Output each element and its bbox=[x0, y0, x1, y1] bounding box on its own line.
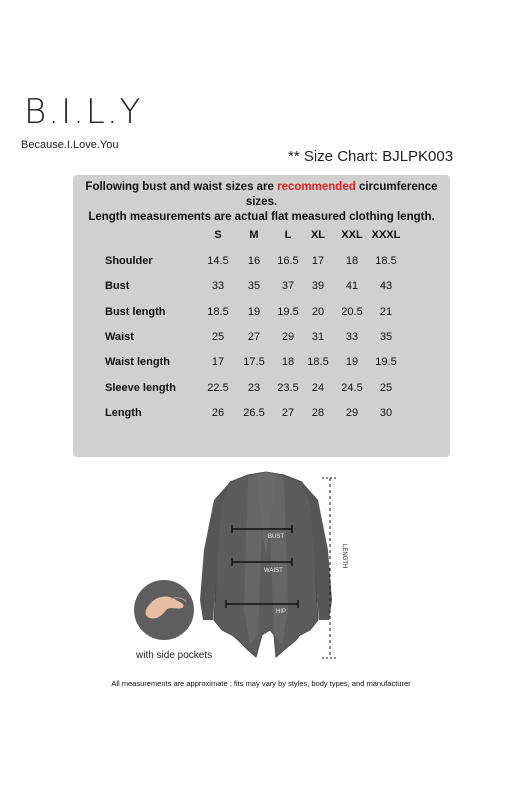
intro-line-1 bbox=[73, 180, 450, 210]
size-cell: 24 bbox=[311, 381, 325, 394]
size-cell: 35 bbox=[379, 330, 393, 343]
size-cell: 24.5 bbox=[341, 381, 363, 394]
size-cell: 23.5 bbox=[277, 381, 299, 394]
size-cell: 17.5 bbox=[243, 356, 265, 369]
bust-label: BUST bbox=[268, 534, 285, 540]
size-cell: 25 bbox=[211, 330, 225, 343]
size-cell: 41 bbox=[345, 280, 359, 293]
size-cell: 33 bbox=[345, 330, 359, 343]
size-cell: 26 bbox=[211, 406, 225, 419]
brand-logo: B.I.L.Y bbox=[24, 92, 143, 132]
size-cell: 28 bbox=[311, 406, 325, 419]
size-column-header: S bbox=[214, 229, 222, 241]
size-cell: 18.5 bbox=[375, 255, 397, 267]
size-column-header: XXXL bbox=[371, 229, 401, 241]
size-cell: 14.5 bbox=[207, 255, 229, 267]
length-label: LENGTH bbox=[341, 544, 347, 569]
size-cell: 18.5 bbox=[307, 356, 329, 369]
size-cell: 19.5 bbox=[277, 305, 299, 318]
intro-highlight: recommended bbox=[277, 181, 356, 193]
size-column-header: XL bbox=[310, 229, 326, 241]
size-column-header: M bbox=[249, 229, 259, 241]
size-cell: 30 bbox=[379, 406, 393, 419]
size-row-label: Waist length bbox=[105, 356, 170, 369]
hip-label: HIP bbox=[276, 609, 287, 615]
pocket-caption: with side pockets bbox=[136, 650, 213, 661]
size-cell: 20 bbox=[311, 305, 325, 318]
size-cell: 27 bbox=[247, 330, 261, 343]
size-cell: 19 bbox=[247, 305, 261, 318]
brand-tagline: Because.I.Love.You bbox=[21, 139, 119, 151]
size-cell: 21 bbox=[379, 305, 393, 318]
garment-diagram bbox=[0, 460, 522, 690]
size-cell: 16 bbox=[247, 255, 261, 267]
size-cell: 16.5 bbox=[277, 255, 299, 267]
size-cell: 18 bbox=[281, 356, 295, 369]
size-cell: 18 bbox=[345, 255, 359, 267]
size-cell: 35 bbox=[247, 280, 261, 293]
size-column-header: L bbox=[284, 229, 292, 241]
waist-label: WAIST bbox=[264, 568, 283, 574]
size-cell: 19.5 bbox=[375, 356, 397, 369]
size-cell: 43 bbox=[379, 280, 393, 293]
size-row-label: Bust length bbox=[105, 305, 166, 318]
size-cell: 23 bbox=[247, 381, 261, 394]
size-chart-panel bbox=[73, 175, 450, 457]
size-column-header: XXL bbox=[341, 229, 363, 241]
intro-line-1-pre: Following bust and waist sizes are bbox=[85, 181, 278, 193]
disclaimer: All measurements are approximate ; fits may vary by styles, body types, and manufacturer bbox=[111, 679, 411, 688]
size-cell: 17 bbox=[311, 255, 325, 267]
size-row-label: Shoulder bbox=[105, 255, 153, 267]
size-cell: 19 bbox=[345, 356, 359, 369]
size-row-label: Bust bbox=[105, 280, 130, 293]
size-row-label: Sleeve length bbox=[105, 381, 176, 394]
size-chart-title: ** Size Chart: BJLPK003 bbox=[288, 148, 454, 165]
intro-line-1-post: circumference sizes. bbox=[245, 181, 438, 208]
size-row-label: Waist bbox=[105, 330, 134, 343]
size-row-label: Length bbox=[105, 406, 142, 419]
size-cell: 22.5 bbox=[207, 381, 229, 394]
size-cell: 26.5 bbox=[243, 406, 265, 419]
size-cell: 29 bbox=[345, 406, 359, 419]
size-cell: 17 bbox=[211, 356, 225, 369]
size-chart-intro bbox=[73, 180, 450, 225]
size-cell: 29 bbox=[281, 330, 295, 343]
size-cell: 27 bbox=[281, 406, 295, 419]
size-cell: 33 bbox=[211, 280, 225, 293]
size-cell: 20.5 bbox=[341, 305, 363, 318]
intro-line-2: Length measurements are actual flat measured clothing length. bbox=[88, 211, 435, 223]
size-cell: 25 bbox=[379, 381, 393, 394]
size-cell: 39 bbox=[311, 280, 325, 293]
size-cell: 37 bbox=[281, 280, 295, 293]
size-cell: 18.5 bbox=[207, 305, 229, 318]
size-cell: 31 bbox=[311, 330, 325, 343]
